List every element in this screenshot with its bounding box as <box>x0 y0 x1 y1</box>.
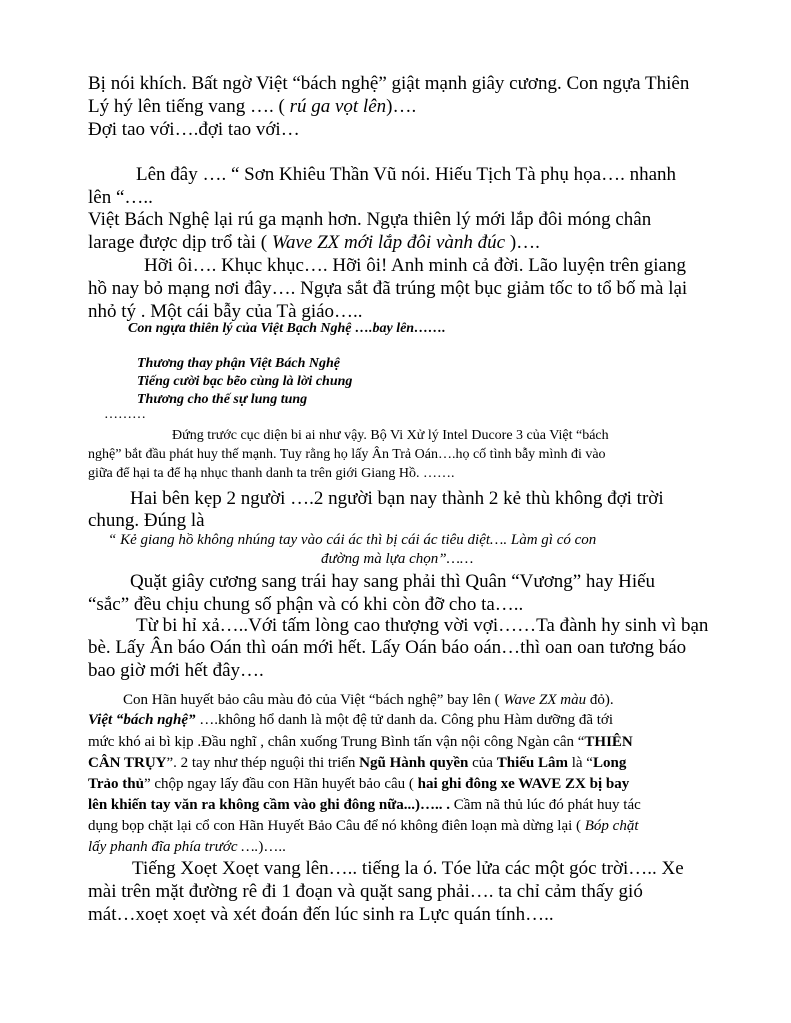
text-run: mài trên mặt đường rê đi 1 đoạn và quặt sang phải…. ta chỉ cảm thấy gió <box>88 881 643 902</box>
text-run: hai ghi đông xe WAVE ZX bị bay <box>417 776 630 792</box>
text-run: mức khó ai bì kịp .Đầu nghĩ , chân xuống Trung Bình tấn vận nội công Ngàn cân “ <box>88 734 585 750</box>
text-run: nghệ” bắt đầu phát huy thế mạnh. Tuy rằng họ lấy Ân Trả Oán….họ cố tình bẫy mình đi vào <box>88 447 606 462</box>
text-run: hồ nay bỏ mạng nơi đây…. Ngựa sắt đã trúng một bục giảm tốc to tổ bố mà lại <box>88 278 688 299</box>
text-run: bao giờ mới hết đây…. <box>88 660 264 681</box>
text-run: lấy phanh đĩa phía trước …. <box>88 839 259 855</box>
text-run: THIÊN <box>584 734 633 750</box>
text-line <box>136 616 708 635</box>
text-run: Ngũ Hành quyền <box>359 755 469 771</box>
text-line <box>88 819 639 834</box>
text-run: ”. 2 tay như thép nguội thi triển <box>166 755 360 771</box>
poem-line <box>137 393 307 407</box>
text-run: Trảo thủ <box>88 776 144 792</box>
text-line <box>88 74 689 93</box>
poem-line <box>137 357 340 371</box>
text-run: Bóp chặt <box>584 818 639 834</box>
text-run: Bị nói khích. Bất ngờ Việt “bách nghệ” giật mạnh giây cương. Con ngựa Thiên <box>88 73 690 94</box>
text-line <box>88 233 540 252</box>
text-run: Lên đây …. “ Sơn Khiêu Thần Vũ nói. Hiếu Tịch Tà phụ họa…. nhanh <box>136 164 677 185</box>
text-run: Wave ZX mới lắp đôi vành đúc <box>271 232 506 253</box>
text-line <box>88 511 205 530</box>
text-line <box>88 713 613 728</box>
text-run: )….. <box>258 839 286 855</box>
text-run: “ Kẻ giang hồ không nhúng tay vào cái ác thì bị cái ác tiêu diệt…. Làm gì có con <box>108 532 597 548</box>
text-run: lên “….. <box>88 187 153 208</box>
text-run: Wave ZX màu <box>503 692 587 708</box>
text-run: “sắc” đều chịu chung số phận và có khi còn đỡ cho ta….. <box>88 594 524 615</box>
text-line <box>88 798 641 813</box>
text-run: giữa để hại ta để hạ nhục thanh danh ta trên giới Giang Hồ. ……. <box>88 466 455 481</box>
quote-line <box>108 533 596 548</box>
text-line <box>88 777 629 792</box>
text-line <box>88 638 686 657</box>
text-line <box>132 859 684 878</box>
text-line <box>88 882 643 901</box>
text-run: Con ngựa thiên lý của Việt Bạch Nghệ ….bay lên……. <box>128 321 446 336</box>
text-line <box>88 448 606 462</box>
text-run: Thương cho thế sự lung tung <box>137 392 308 407</box>
text-line <box>172 429 609 443</box>
text-line <box>88 756 626 771</box>
text-line <box>88 188 153 207</box>
text-run: là “ <box>567 755 593 771</box>
text-line <box>88 302 363 321</box>
text-run: Con Hãn huyết bảo câu màu đỏ của Việt “bách nghệ” bay lên ( <box>123 692 504 708</box>
text-run: ……… <box>104 407 146 422</box>
text-line <box>88 467 454 481</box>
text-run: Quặt giây cương sang trái hay sang phải thì Quân “Vương” hay Hiếu <box>130 571 656 592</box>
text-run: rú ga vọt lên <box>289 96 387 117</box>
text-run: Long <box>592 755 627 771</box>
text-line <box>130 489 664 508</box>
text-line <box>88 120 300 139</box>
poem-line <box>128 322 446 336</box>
text-run: Cầm nã thủ lúc đó phát huy tác <box>449 797 641 813</box>
text-run: CÂN TRỤY <box>88 755 167 771</box>
text-run: Tiếng Xoẹt Xoẹt vang lên….. tiếng la ó. Tóe lửa các một góc trời….. Xe <box>132 858 684 879</box>
text-run: )…. <box>505 232 540 253</box>
text-line <box>88 595 523 614</box>
text-line <box>88 735 633 750</box>
text-run: lên khiến tay văn ra không cầm vào ghi đông nữa...)….. . <box>88 797 450 813</box>
text-run: đỏ). <box>586 692 614 708</box>
text-run: ” chộp ngay lấy đầu con Hãn huyết bảo câu ( <box>143 776 418 792</box>
text-line <box>123 693 614 708</box>
text-run: Việt “bách nghệ” <box>88 712 196 728</box>
text-run: Đứng trước cục diện bi ai như vậy. Bộ Vi Xử lý Intel Ducore 3 của Việt “bách <box>172 428 609 443</box>
text-line <box>88 905 554 924</box>
quote-line <box>321 552 473 567</box>
text-line <box>144 256 686 275</box>
text-run: Đợi tao với….đợi tao với… <box>88 119 300 140</box>
text-run: Thiếu Lâm <box>496 755 568 771</box>
text-run: Tiếng cười bạc bẽo cùng là lời chung <box>137 374 353 389</box>
text-line <box>130 572 655 591</box>
text-line <box>88 840 286 855</box>
text-run: mát…xoẹt xoẹt và xét đoán đến lúc sinh ra Lực quán tính….. <box>88 904 554 925</box>
text-run: dụng bọp chặt lại cổ con Hãn Huyết Bảo Câu để nó không điên loạn mà dừng lại ( <box>88 818 585 834</box>
text-line <box>136 165 676 184</box>
text-run: chung. Đúng là <box>88 510 205 531</box>
text-run: Từ bi hỉ xả…..Với tấm lòng cao thượng vời vợi……Ta đành hy sinh vì bạn <box>136 615 709 636</box>
text-run: Thương thay phận Việt Bách Nghệ <box>137 356 340 371</box>
text-line <box>88 210 651 229</box>
text-line <box>88 97 416 116</box>
text-run: đường mà lựa chọn”…… <box>321 551 474 567</box>
text-line <box>88 661 264 680</box>
text-run: Lý hý lên tiếng vang …. ( <box>88 96 290 117</box>
text-run: của <box>468 755 497 771</box>
text-run: bè. Lấy Ân báo Oán thì oán mới hết. Lấy Oán báo oán…thì oan oan tương báo <box>88 637 687 658</box>
text-run: Việt Bách Nghệ lại rú ga mạnh hơn. Ngựa thiên lý mới lắp đôi móng chân <box>88 209 652 230</box>
text-run: Hỡi ôi…. Khục khục…. Hỡi ôi! Anh minh cả đời. Lão luyện trên giang <box>144 255 686 276</box>
text-line <box>88 279 687 298</box>
text-run: ….không hổ danh là một đệ tử danh da. Công phu Hàm dưỡng đã tới <box>195 712 614 728</box>
poem-line <box>104 408 146 422</box>
poem-line <box>137 375 352 389</box>
text-run: )…. <box>386 96 417 117</box>
text-run: larage được dịp trổ tài ( <box>88 232 272 253</box>
text-run: Hai bên kẹp 2 người ….2 người bạn nay thành 2 kẻ thù không đợi trời <box>130 488 664 509</box>
text-run: nhỏ tý . Một cái bẫy của Tà giáo….. <box>88 301 363 322</box>
